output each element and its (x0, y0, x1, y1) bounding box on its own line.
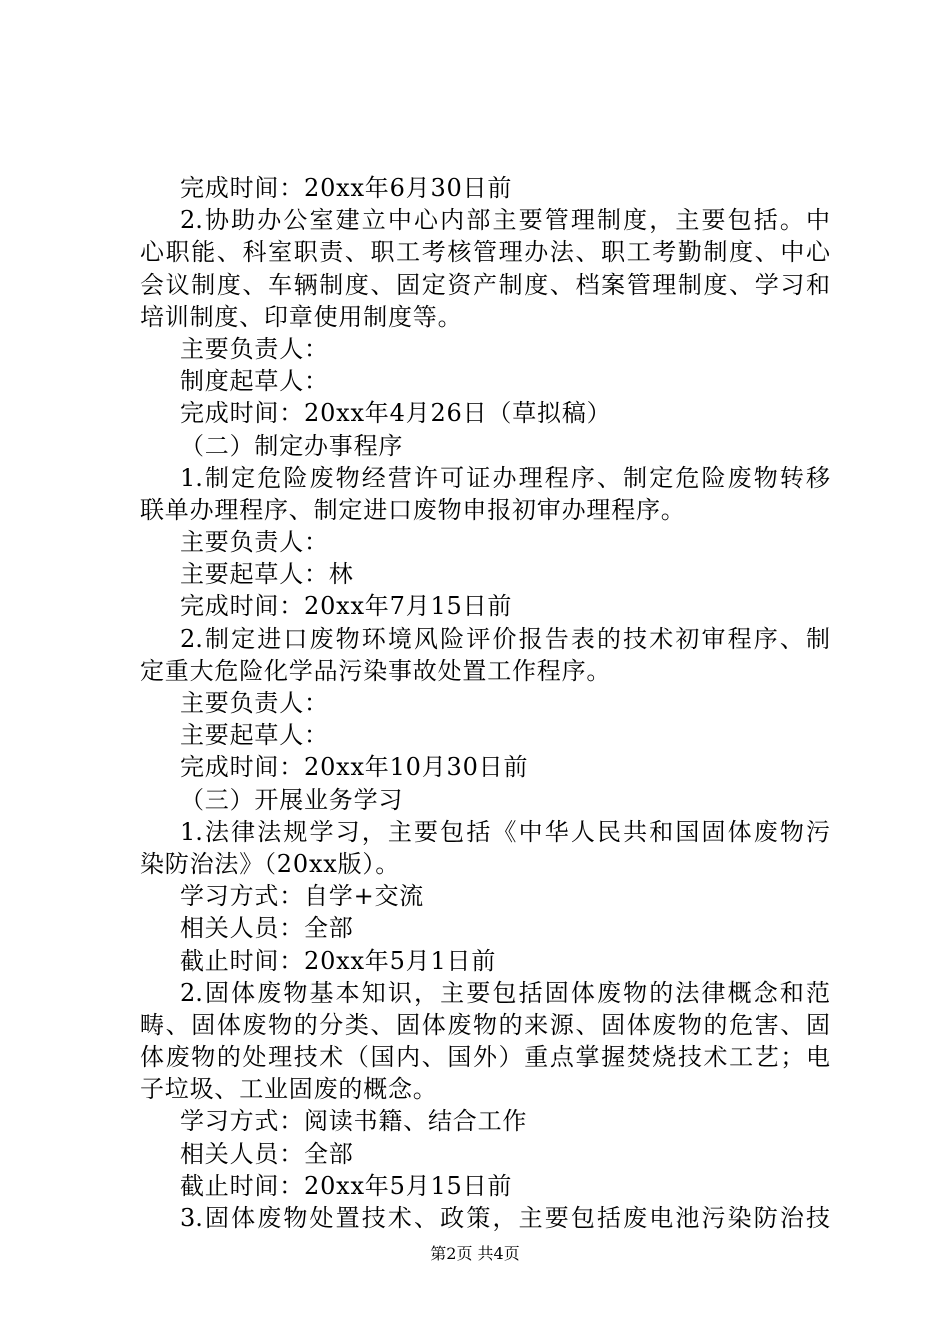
text-line: 畴、固体废物的分类、固体废物的来源、固体废物的危害、固 (140, 1010, 830, 1039)
text-line: 截止时间：20xx年5月1日前 (180, 946, 497, 975)
text-line: 相关人员：全部 (180, 1139, 354, 1168)
text-line: 主要负责人： (180, 689, 329, 717)
text-line: 联单办理程序、制定进口废物申报初审办理程序。 (140, 495, 686, 524)
text-line: 完成时间：20xx年4月26日（草拟稿） (180, 399, 612, 428)
text-line: 培训制度、印章使用制度等。 (140, 302, 463, 331)
document-body (140, 172, 830, 1234)
text-line: 体废物的处理技术（国内、国外）重点掌握焚烧技术工艺；电 (140, 1043, 830, 1072)
text-line: 主要负责人： (180, 528, 329, 557)
text-line: （三）开展业务学习 (180, 785, 404, 814)
text-line: 1.法律法规学习，主要包括《中华人民共和国固体废物污 (180, 817, 830, 846)
text-line: 会议制度、车辆制度、固定资产制度、档案管理制度、学习和 (140, 270, 830, 299)
text-line: 主要负责人： (180, 334, 329, 363)
text-line: 子垃圾、工业固废的概念。 (140, 1075, 438, 1104)
text-line: 主要起草人：林 (180, 560, 354, 589)
text-line: 2.制定进口废物环境风险评价报告表的技术初审程序、制 (180, 624, 830, 653)
text-line: 完成时间：20xx年10月30日前 (180, 753, 529, 782)
text-line: 完成时间：20xx年6月30日前 (180, 174, 513, 202)
text-line: 学习方式：自学+交流 (180, 882, 425, 911)
text-line: 2.协助办公室建立中心内部主要管理制度，主要包括。中 (180, 206, 830, 235)
text-line: 2.固体废物基本知识，主要包括固体废物的法律概念和范 (180, 978, 830, 1007)
text-line: 学习方式：阅读书籍、结合工作 (180, 1107, 528, 1136)
text-line: 主要起草人： (180, 721, 329, 750)
text-line: 制度起草人： (180, 367, 329, 396)
text-line: 截止时间：20xx年5月15日前 (180, 1171, 513, 1200)
text-line: 染防治法》（20xx版）。 (140, 849, 401, 878)
text-line: 定重大危险化学品污染事故处置工作程序。 (140, 656, 612, 685)
page-number-footer: 第2页 共4页 (430, 1244, 520, 1263)
text-line: （二）制定办事程序 (180, 431, 404, 460)
text-line: 完成时间：20xx年7月15日前 (180, 592, 513, 621)
text-line: 相关人员：全部 (180, 914, 354, 943)
text-line: 3.固体废物处置技术、政策，主要包括废电池污染防治技 (180, 1204, 830, 1232)
text-line: 1.制定危险废物经营许可证办理程序、制定危险废物转移 (180, 463, 830, 492)
text-line: 心职能、科室职责、职工考核管理办法、职工考勤制度、中心 (140, 238, 830, 267)
